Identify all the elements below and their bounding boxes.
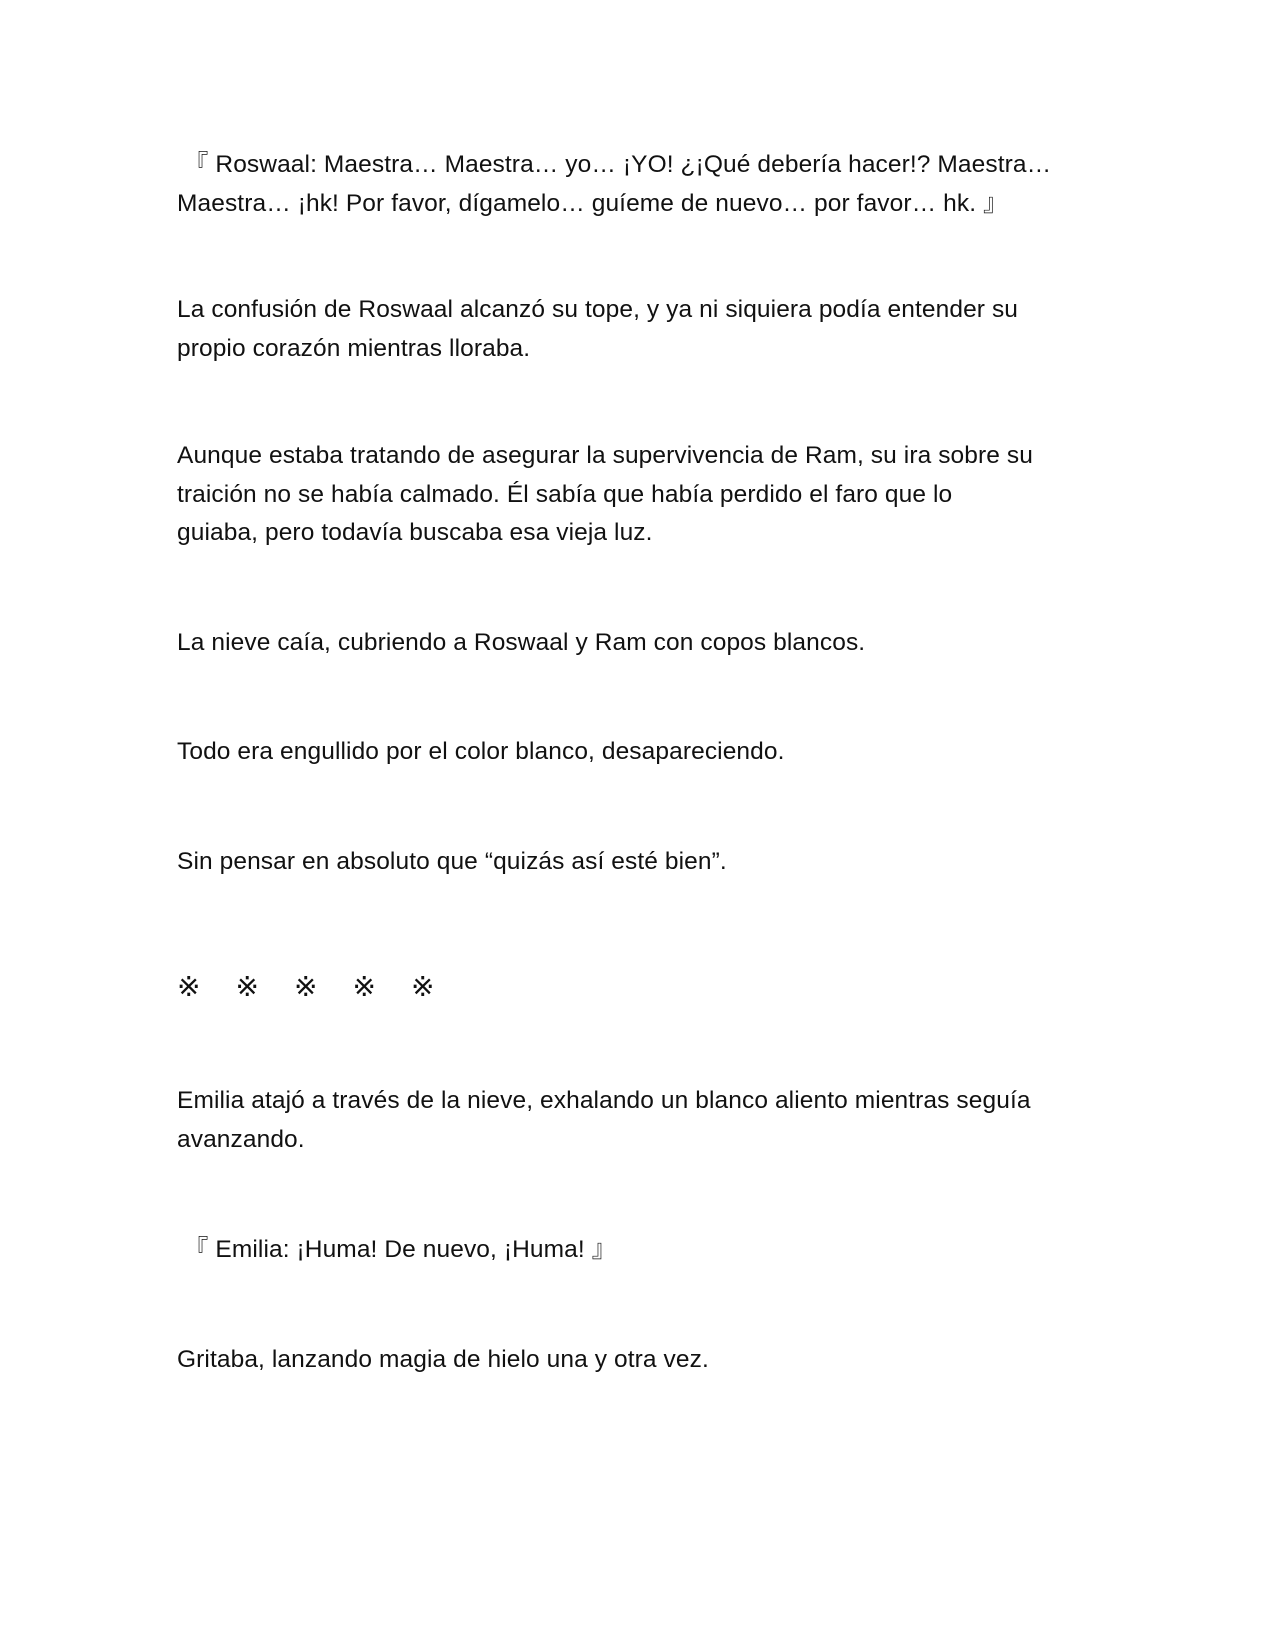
paragraph-roswaal-dialogue xyxy=(177,146,1097,223)
text-line: 『 Roswaal: Maestra… Maestra… yo… ¡YO! ¿¡Qué debería hacer!? Maestra… xyxy=(177,151,1052,178)
paragraph-white xyxy=(177,733,1097,772)
separator-mark: ※ xyxy=(294,971,318,1002)
paragraph-thinking xyxy=(177,843,1097,882)
separator-mark: ※ xyxy=(235,971,259,1002)
paragraph-survival xyxy=(177,437,1097,553)
text-line: propio corazón mientras lloraba. xyxy=(177,334,531,362)
text-line: Todo era engullido por el color blanco, desapareciendo. xyxy=(177,738,785,765)
text-line: Gritaba, lanzando magia de hielo una y otra vez. xyxy=(177,1346,709,1373)
paragraph-ice-magic xyxy=(177,1341,1097,1380)
text-line: La confusión de Roswaal alcanzó su tope, y ya ni siquiera podía entender su xyxy=(177,296,1019,323)
text-line: Aunque estaba tratando de asegurar la supervivencia de Ram, su ira sobre su xyxy=(177,442,1033,469)
text-line: Emilia atajó a través de la nieve, exhalando un blanco aliento mientras seguía xyxy=(177,1087,1031,1114)
text-line: traición no se había calmado. Él sabía que había perdido el faro que lo xyxy=(177,480,953,508)
text-line: Maestra… ¡hk! Por favor, dígamelo… guíeme de nuevo… por favor… hk. 』 xyxy=(177,189,1008,217)
text-line: Sin pensar en absoluto que “quizás así esté bien”. xyxy=(177,848,727,875)
paragraph-snow xyxy=(177,624,1097,663)
paragraph-emilia-advancing xyxy=(177,1082,1097,1159)
separator-mark: ※ xyxy=(177,971,201,1002)
text-line: La nieve caía, cubriendo a Roswaal y Ram con copos blancos. xyxy=(177,629,866,656)
scene-separator xyxy=(177,967,470,1007)
separator-mark: ※ xyxy=(352,971,376,1002)
text-line: avanzando. xyxy=(177,1125,305,1153)
text-line: 『 Emilia: ¡Huma! De nuevo, ¡Huma! 』 xyxy=(177,1236,617,1263)
separator-mark: ※ xyxy=(411,971,435,1002)
paragraph-confusion xyxy=(177,291,1097,368)
text-line: guiaba, pero todavía buscaba esa vieja luz. xyxy=(177,519,653,546)
paragraph-emilia-dialogue xyxy=(177,1231,1097,1270)
